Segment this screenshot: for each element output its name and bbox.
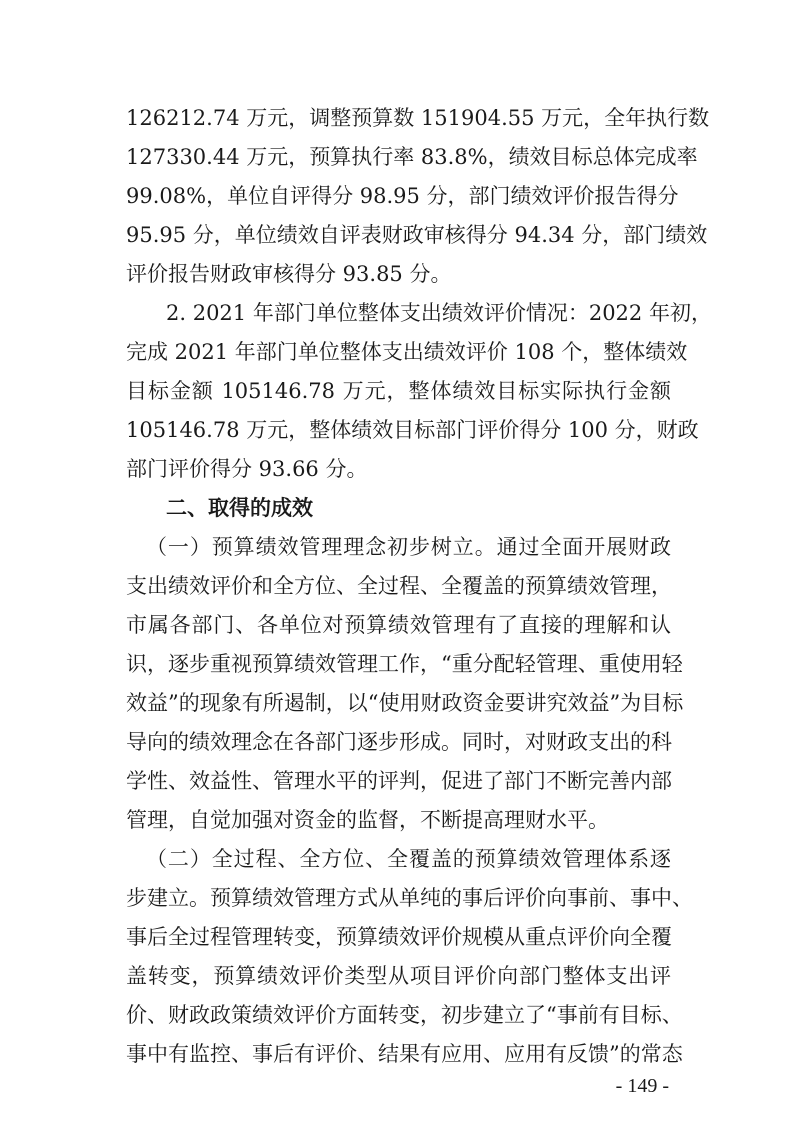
body-line: 2. 2021 年部门单位整体支出绩效评价情况：2022 年初， <box>166 301 712 325</box>
body-line: 评价报告财政审核得分 93.85 分。 <box>126 262 452 286</box>
body-line: （一）预算绩效管理理念初步树立。通过全面开展财政 <box>146 535 671 559</box>
body-line: 支出绩效评价和全方位、全过程、全覆盖的预算绩效管理， <box>126 574 672 598</box>
section-heading: 二、取得的成效 <box>166 496 313 520</box>
body-line: 学性、效益性、管理水平的评判，促进了部门不断完善内部 <box>126 769 672 793</box>
body-line: 事后全过程管理转变，预算绩效评价规模从重点评价向全覆 <box>126 925 672 949</box>
body-line: 识，逐步重视预算绩效管理工作，“重分配轻管理、重使用轻 <box>126 652 683 676</box>
body-line: 市属各部门、各单位对预算绩效管理有了直接的理解和认 <box>126 613 671 637</box>
body-line: 95.95 分，单位绩效自评表财政审核得分 94.34 分，部门绩效 <box>126 223 708 247</box>
body-line: 99.08%，单位自评得分 98.95 分，部门绩效评价报告得分 <box>126 184 679 208</box>
body-line: 盖转变，预算绩效评价类型从项目评价向部门整体支出评 <box>126 964 671 988</box>
body-line: 126212.74 万元，调整预算数 151904.55 万元，全年执行数 <box>126 106 710 130</box>
body-line: 目标金额 105146.78 万元，整体绩效目标实际执行金额 <box>126 379 671 403</box>
body-line: 127330.44 万元，预算执行率 83.8%，绩效目标总体完成率 <box>126 145 698 169</box>
body-line: 105146.78 万元，整体绩效目标部门评价得分 100 分，财政 <box>126 418 699 442</box>
body-line: 效益”的现象有所遏制，以“使用财政资金要讲究效益”为目标 <box>126 691 684 715</box>
body-line: 导向的绩效理念在各部门逐步形成。同时，对财政支出的科 <box>126 730 672 754</box>
body-line: 价、财政政策绩效评价方面转变，初步建立了“事前有目标、 <box>126 1003 683 1027</box>
body-line: 部门评价得分 93.66 分。 <box>126 457 368 481</box>
body-line: 管理，自觉加强对资金的监督，不断提高理财水平。 <box>126 808 609 832</box>
body-line: （二）全过程、全方位、全覆盖的预算绩效管理体系逐 <box>146 847 671 871</box>
body-line: 完成 2021 年部门单位整体支出绩效评价 108 个，整体绩效 <box>126 340 688 364</box>
body-line: 步建立。预算绩效管理方式从单纯的事后评价向事前、事中、 <box>126 886 693 910</box>
page-number: - 149 - <box>615 1075 669 1097</box>
body-line: 事中有监控、事后有评价、结果有应用、应用有反馈”的常态 <box>126 1042 683 1066</box>
